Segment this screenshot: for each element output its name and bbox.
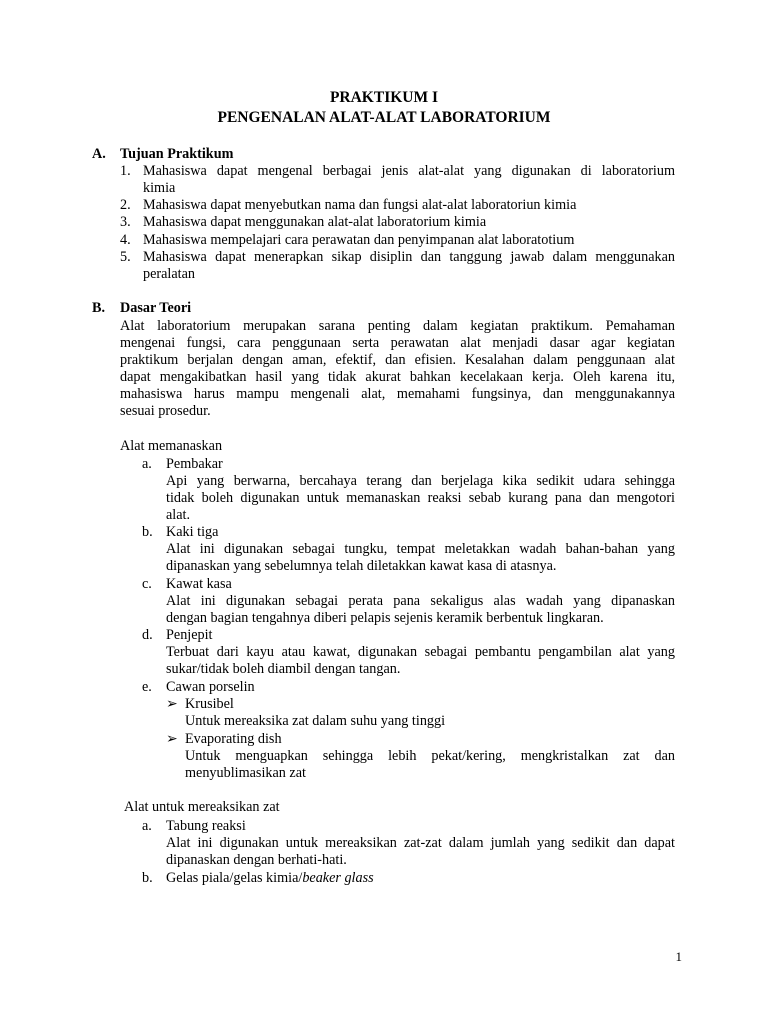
cawan-sub-name: Krusibel xyxy=(185,696,234,712)
section-a-title: Tujuan Praktikum xyxy=(120,146,234,162)
list-item-number: 5. xyxy=(120,249,131,265)
list-item: peralatan xyxy=(143,266,195,282)
heating-item-letter: a. xyxy=(142,456,152,472)
intro-line: dapat mengakibatkan hasil yang tidak akurat bahkan kecelakaan kerja. Oleh karena itu, xyxy=(120,369,675,385)
heating-item-letter: c. xyxy=(142,576,152,592)
section-b-title: Dasar Teori xyxy=(120,300,192,316)
intro-line: Alat laboratorium merupakan sarana penting dalam kegiatan praktikum. Pemahaman xyxy=(120,318,675,334)
cawan-sub-desc: menyublimasikan zat xyxy=(185,765,306,781)
page-subtitle: PENGENALAN ALAT-ALAT LABORATORIUM xyxy=(217,109,551,126)
cawan-sub-desc: Untuk menguapkan sehingga lebih pekat/kering, mengkristalkan zat dan xyxy=(185,748,675,764)
heating-item-name: Kaki tiga xyxy=(166,524,219,540)
list-item: Mahasiswa dapat mengenal berbagai jenis alat-alat yang digunakan di laboratorium xyxy=(143,163,675,179)
heating-item-desc: Alat ini digunakan sebagai perata pana sekaligus alas wadah yang dipanaskan xyxy=(166,593,675,609)
cawan-sub-desc: Untuk mereaksika zat dalam suhu yang tinggi xyxy=(185,713,446,729)
list-item: Mahasiswa mempelajari cara perawatan dan penyimpanan alat laboratotium xyxy=(143,232,575,248)
list-item: Mahasiswa dapat menerapkan sikap disiplin dan tanggung jawab dalam menggunakan xyxy=(143,249,675,265)
page-number: 1 xyxy=(675,949,682,964)
heating-item-desc: dipanaskan yang sebelumnya telah diletakkan kawat kasa di atasnya. xyxy=(166,558,557,574)
list-item: kimia xyxy=(143,180,176,196)
list-item-number: 3. xyxy=(120,214,131,230)
heating-item-desc: dengan bagian tengahnya diberi pelapis sejenis keramik berbentuk lingkaran. xyxy=(166,610,604,626)
reacting-item-letter: b. xyxy=(142,870,153,886)
intro-line: sesuai prosedur. xyxy=(120,403,211,419)
heating-item-desc: alat. xyxy=(166,507,191,523)
heating-item-letter: e. xyxy=(142,679,152,695)
heating-item-letter: b. xyxy=(142,524,153,540)
reacting-item-name-line xyxy=(166,870,675,887)
reacting-item-name-italic: beaker glass xyxy=(302,870,374,886)
list-item-number: 4. xyxy=(120,232,131,248)
list-item-number: 2. xyxy=(120,197,131,213)
heating-item-letter: d. xyxy=(142,627,153,643)
heating-item-desc: Terbuat dari kayu atau kawat, digunakan sebagai pembantu pengambilan alat yang xyxy=(166,644,675,660)
intro-line: mahasiswa harus mampu mengenali alat, memahami fungsinya, dan menggunakannya xyxy=(120,386,675,402)
reacting-item-desc: dipanaskan dengan berhati-hati. xyxy=(166,852,347,868)
reacting-item-name: Tabung reaksi xyxy=(166,818,246,834)
cawan-sub-name: Evaporating dish xyxy=(185,731,282,747)
heating-item-desc: tidak boleh digunakan untuk memanaskan reaksi sebab kurang pana dan mengotori xyxy=(166,490,675,506)
list-item-number: 1. xyxy=(120,163,131,179)
heating-item-name: Pembakar xyxy=(166,456,223,472)
reacting-item-name: Gelas piala/gelas kimia/ xyxy=(166,870,303,886)
list-item: Mahasiswa dapat menggunakan alat-alat laboratorium kimia xyxy=(143,214,487,230)
reacting-item-letter: a. xyxy=(142,818,152,834)
heating-item-desc: sukar/tidak boleh diambil dengan tangan. xyxy=(166,661,401,677)
section-b-letter: B. xyxy=(92,300,106,316)
intro-line: mengenai fungsi, cara penggunaan serta perawatan alat menjadi dasar agar kegiatan xyxy=(120,335,675,351)
heating-heading: Alat memanaskan xyxy=(120,438,223,454)
section-a-letter: A. xyxy=(92,146,106,162)
reacting-heading: Alat untuk mereaksikan zat xyxy=(124,799,280,815)
heating-item-desc: Alat ini digunakan sebagai tungku, tempat meletakkan wadah bahan-bahan yang xyxy=(166,541,675,557)
heating-item-desc: Api yang berwarna, bercahaya terang dan berjelaga kika sedikit udara sehingga xyxy=(166,473,675,489)
heating-item-name: Penjepit xyxy=(166,627,213,643)
list-item: Mahasiswa dapat menyebutkan nama dan fungsi alat-alat laboratoriun kimia xyxy=(143,197,577,213)
arrow-bullet-icon: ➢ xyxy=(166,696,178,712)
heating-item-name: Kawat kasa xyxy=(166,576,232,592)
reacting-item-desc: Alat ini digunakan untuk mereaksikan zat-zat dalam jumlah yang sedikit dan dapat xyxy=(166,835,675,851)
arrow-bullet-icon: ➢ xyxy=(166,731,178,747)
page-title: PRAKTIKUM I xyxy=(329,89,439,106)
heating-item-name: Cawan porselin xyxy=(166,679,255,695)
intro-line: praktikum berjalan dengan aman, efektif, dan efisien. Kesalahan dalam penggunaan alat xyxy=(120,352,675,368)
